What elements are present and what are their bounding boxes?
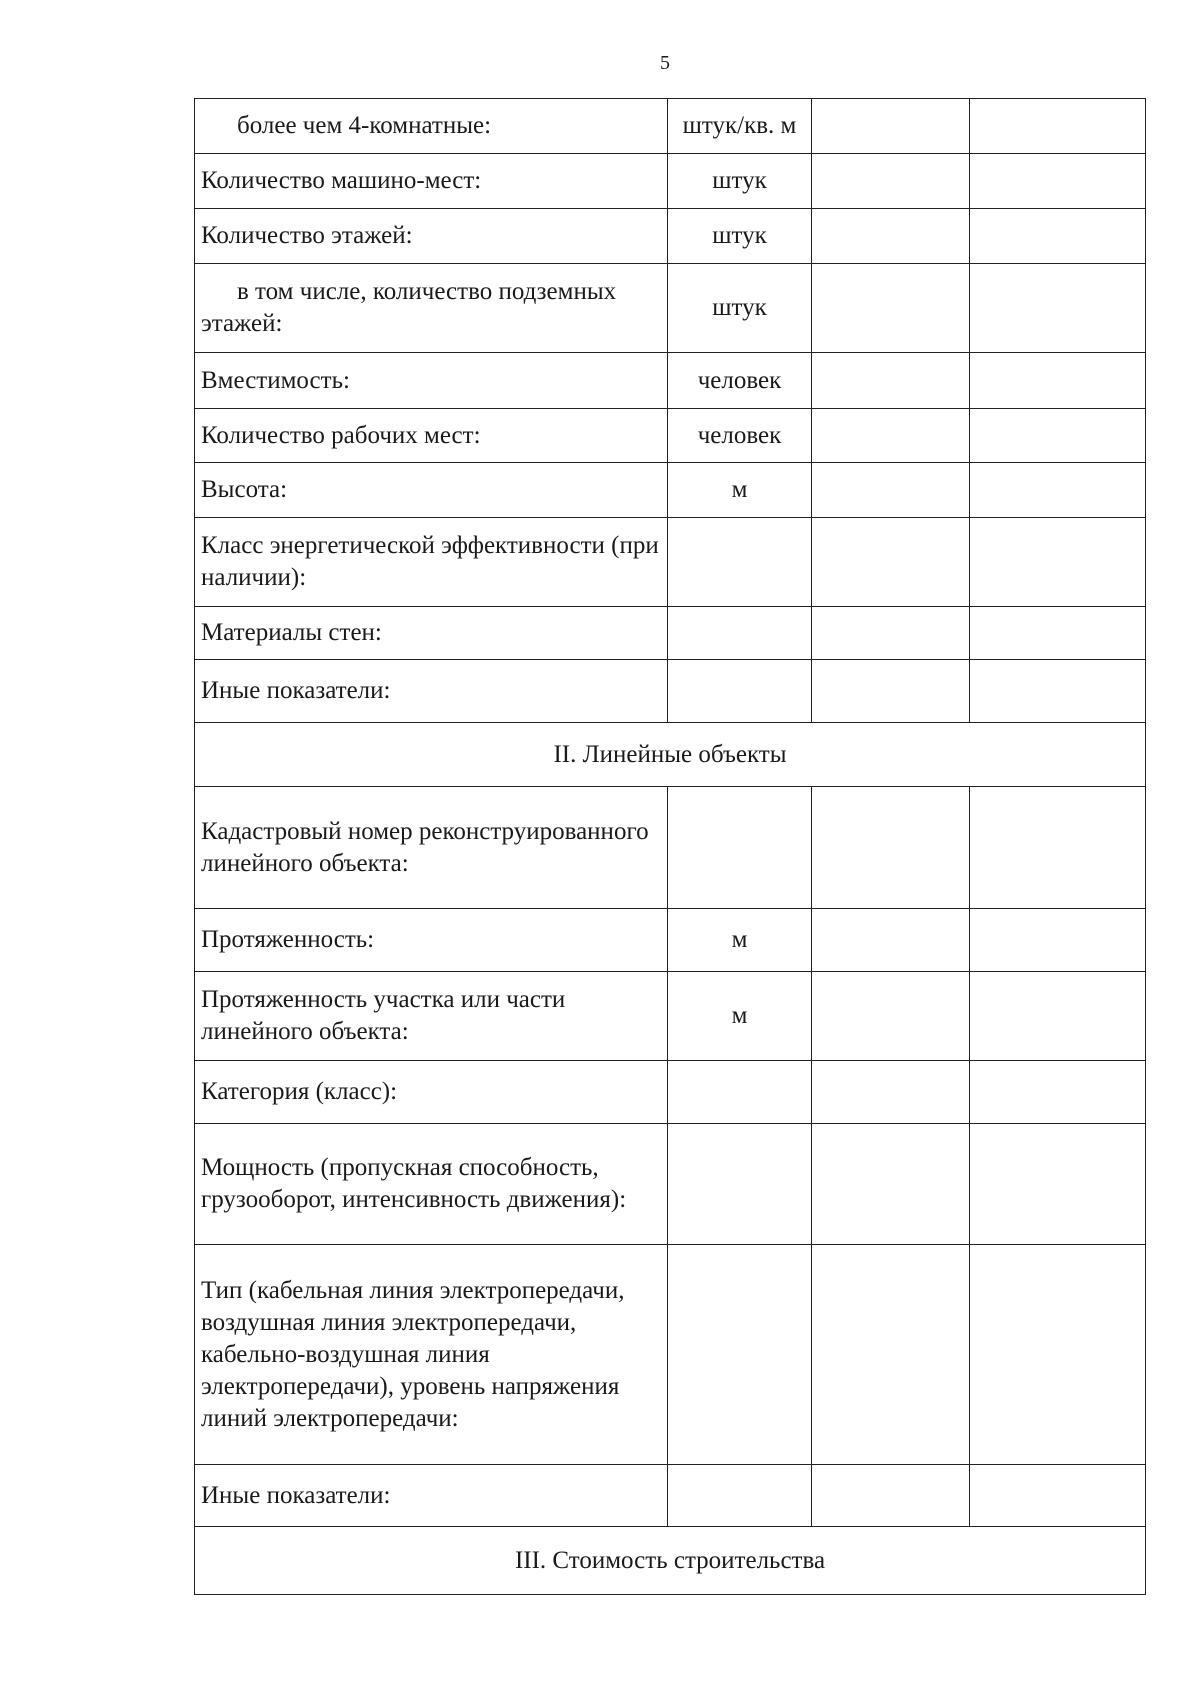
table-row bbox=[195, 264, 1146, 353]
row-label: Иные показатели: bbox=[195, 660, 668, 723]
value-cell[interactable] bbox=[812, 607, 970, 660]
row-label: Категория (класс): bbox=[195, 1061, 668, 1124]
row-unit: штук bbox=[668, 264, 812, 353]
value-cell[interactable] bbox=[970, 409, 1146, 463]
value-cell[interactable] bbox=[970, 264, 1146, 353]
value-cell[interactable] bbox=[812, 909, 970, 972]
value-cell[interactable] bbox=[970, 99, 1146, 154]
value-cell[interactable] bbox=[970, 1245, 1146, 1465]
value-cell[interactable] bbox=[812, 1245, 970, 1465]
row-label: Количество этажей: bbox=[195, 209, 668, 264]
value-cell[interactable] bbox=[812, 1124, 970, 1245]
table-row bbox=[195, 660, 1146, 723]
table-row bbox=[195, 1245, 1146, 1465]
row-unit bbox=[668, 1061, 812, 1124]
value-cell[interactable] bbox=[812, 353, 970, 409]
table-row bbox=[195, 1465, 1146, 1527]
indicators-table bbox=[194, 98, 1146, 1595]
value-cell[interactable] bbox=[812, 209, 970, 264]
section-row bbox=[195, 723, 1146, 787]
row-label: Тип (кабельная линия электропередачи, воздушная линия электропередачи, кабельно-воздушная линия электропередачи), уровень напряжения линий электропередачи: bbox=[195, 1245, 668, 1465]
row-label: Иные показатели: bbox=[195, 1465, 668, 1527]
value-cell[interactable] bbox=[970, 607, 1146, 660]
row-unit: штук bbox=[668, 209, 812, 264]
value-cell[interactable] bbox=[970, 909, 1146, 972]
table-row bbox=[195, 787, 1146, 909]
table-row bbox=[195, 1061, 1146, 1124]
value-cell[interactable] bbox=[812, 264, 970, 353]
row-label: Протяженность: bbox=[195, 909, 668, 972]
row-label: Количество рабочих мест: bbox=[195, 409, 668, 463]
row-label: Вместимость: bbox=[195, 353, 668, 409]
value-cell[interactable] bbox=[970, 1061, 1146, 1124]
value-cell[interactable] bbox=[812, 1465, 970, 1527]
table-row bbox=[195, 607, 1146, 660]
value-cell[interactable] bbox=[812, 99, 970, 154]
section-title-construction-cost: III. Стоимость строительства bbox=[195, 1527, 1146, 1595]
section-title-linear-objects: II. Линейные объекты bbox=[195, 723, 1146, 787]
row-unit bbox=[668, 1245, 812, 1465]
value-cell[interactable] bbox=[812, 154, 970, 209]
value-cell[interactable] bbox=[970, 209, 1146, 264]
row-unit bbox=[668, 607, 812, 660]
row-unit bbox=[668, 1124, 812, 1245]
row-unit bbox=[668, 660, 812, 723]
row-label: Материалы стен: bbox=[195, 607, 668, 660]
table-row bbox=[195, 518, 1146, 607]
value-cell[interactable] bbox=[970, 518, 1146, 607]
value-cell[interactable] bbox=[970, 154, 1146, 209]
row-unit: м bbox=[668, 909, 812, 972]
value-cell[interactable] bbox=[970, 1465, 1146, 1527]
table-row bbox=[195, 154, 1146, 209]
row-unit bbox=[668, 787, 812, 909]
row-unit: штук bbox=[668, 154, 812, 209]
table-row bbox=[195, 972, 1146, 1061]
value-cell[interactable] bbox=[970, 787, 1146, 909]
section-row bbox=[195, 1527, 1146, 1595]
row-unit bbox=[668, 518, 812, 607]
row-label: Протяженность участка или части линейного объекта: bbox=[195, 972, 668, 1061]
value-cell[interactable] bbox=[970, 1124, 1146, 1245]
table-row bbox=[195, 409, 1146, 463]
value-cell[interactable] bbox=[970, 353, 1146, 409]
row-label: более чем 4-комнатные: bbox=[195, 99, 668, 154]
table-row bbox=[195, 1124, 1146, 1245]
table-row bbox=[195, 909, 1146, 972]
row-label: в том числе, количество подземных этажей: bbox=[195, 264, 668, 353]
row-unit: человек bbox=[668, 353, 812, 409]
row-label: Кадастровый номер реконструированного линейного объекта: bbox=[195, 787, 668, 909]
row-label: Высота: bbox=[195, 463, 668, 518]
row-unit: штук/кв. м bbox=[668, 99, 812, 154]
value-cell[interactable] bbox=[812, 1061, 970, 1124]
table-row bbox=[195, 353, 1146, 409]
value-cell[interactable] bbox=[812, 518, 970, 607]
value-cell[interactable] bbox=[812, 463, 970, 518]
value-cell[interactable] bbox=[812, 660, 970, 723]
table-row bbox=[195, 463, 1146, 518]
value-cell[interactable] bbox=[970, 972, 1146, 1061]
row-unit: м bbox=[668, 463, 812, 518]
row-unit: человек bbox=[668, 409, 812, 463]
row-unit bbox=[668, 1465, 812, 1527]
table-row bbox=[195, 99, 1146, 154]
value-cell[interactable] bbox=[812, 787, 970, 909]
row-label: Мощность (пропускная способность, грузооборот, интенсивность движения): bbox=[195, 1124, 668, 1245]
table-row bbox=[195, 209, 1146, 264]
value-cell[interactable] bbox=[812, 409, 970, 463]
page-number: 5 bbox=[660, 52, 670, 74]
value-cell[interactable] bbox=[812, 972, 970, 1061]
value-cell[interactable] bbox=[970, 660, 1146, 723]
row-label: Класс энергетической эффективности (при наличии): bbox=[195, 518, 668, 607]
row-label: Количество машино-мест: bbox=[195, 154, 668, 209]
row-unit: м bbox=[668, 972, 812, 1061]
value-cell[interactable] bbox=[970, 463, 1146, 518]
